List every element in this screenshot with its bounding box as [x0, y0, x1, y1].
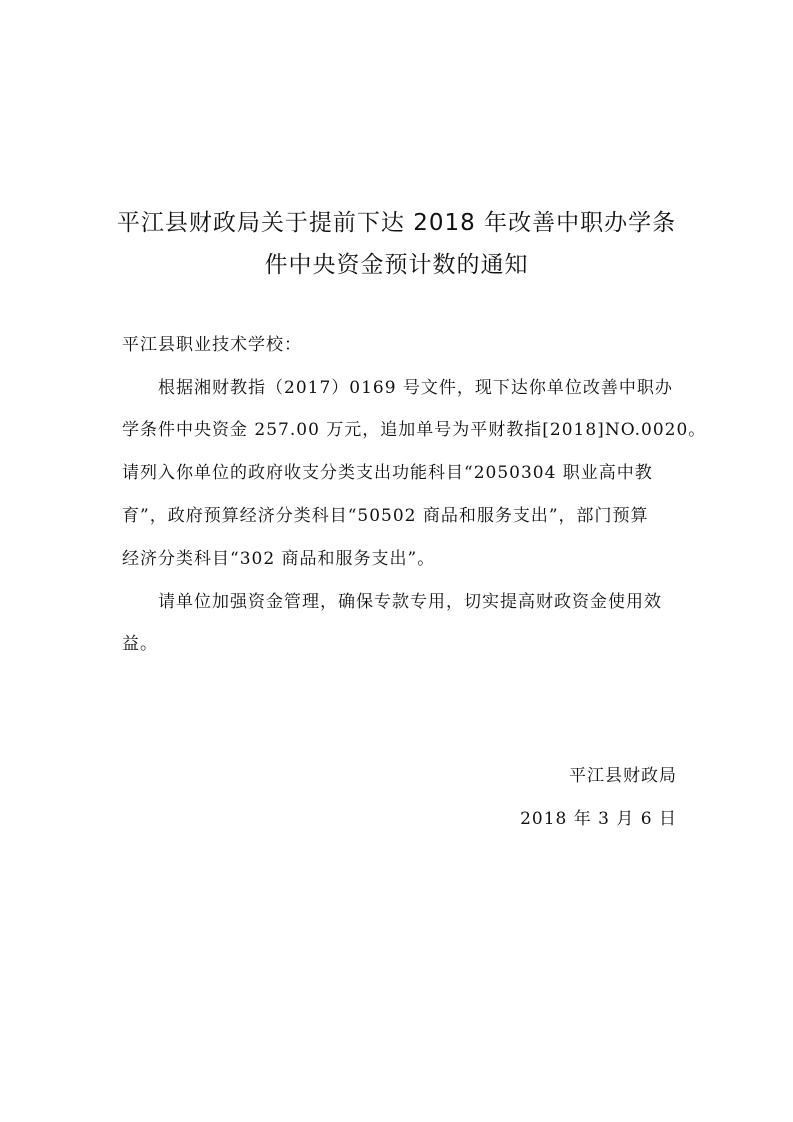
paragraph-2-line-2: 益。	[122, 634, 158, 654]
document-date: 2018 年 3 月 6 日	[520, 809, 677, 829]
paragraph-1-line-1: 根据湘财教指（2017）0169 号文件，现下达你单位改善中职办	[158, 378, 673, 398]
title-line-2: 件中央资金预计数的通知	[264, 252, 529, 278]
paragraph-1-line-3: 请列入你单位的政府收支分类支出功能科目“2050304 职业高中教	[122, 463, 653, 483]
signatory: 平江县财政局	[569, 766, 677, 786]
title-line-1: 平江县财政局关于提前下达 2018 年改善中职办学条	[116, 210, 677, 236]
paragraph-1-line-5: 经济分类科目“302 商品和服务支出”。	[122, 549, 436, 569]
paragraph-1-line-4: 育”，政府预算经济分类科目“50502 商品和服务支出”，部门预算	[122, 506, 649, 526]
paragraph-2-line-1: 请单位加强资金管理，确保专款专用，切实提高财政资金使用效	[158, 592, 662, 612]
paragraph-1-line-2: 学条件中央资金 257.00 万元，追加单号为平财教指[2018]NO.0020。	[122, 420, 707, 440]
addressee: 平江县职业技术学校：	[122, 335, 302, 355]
document-title	[100, 202, 693, 286]
